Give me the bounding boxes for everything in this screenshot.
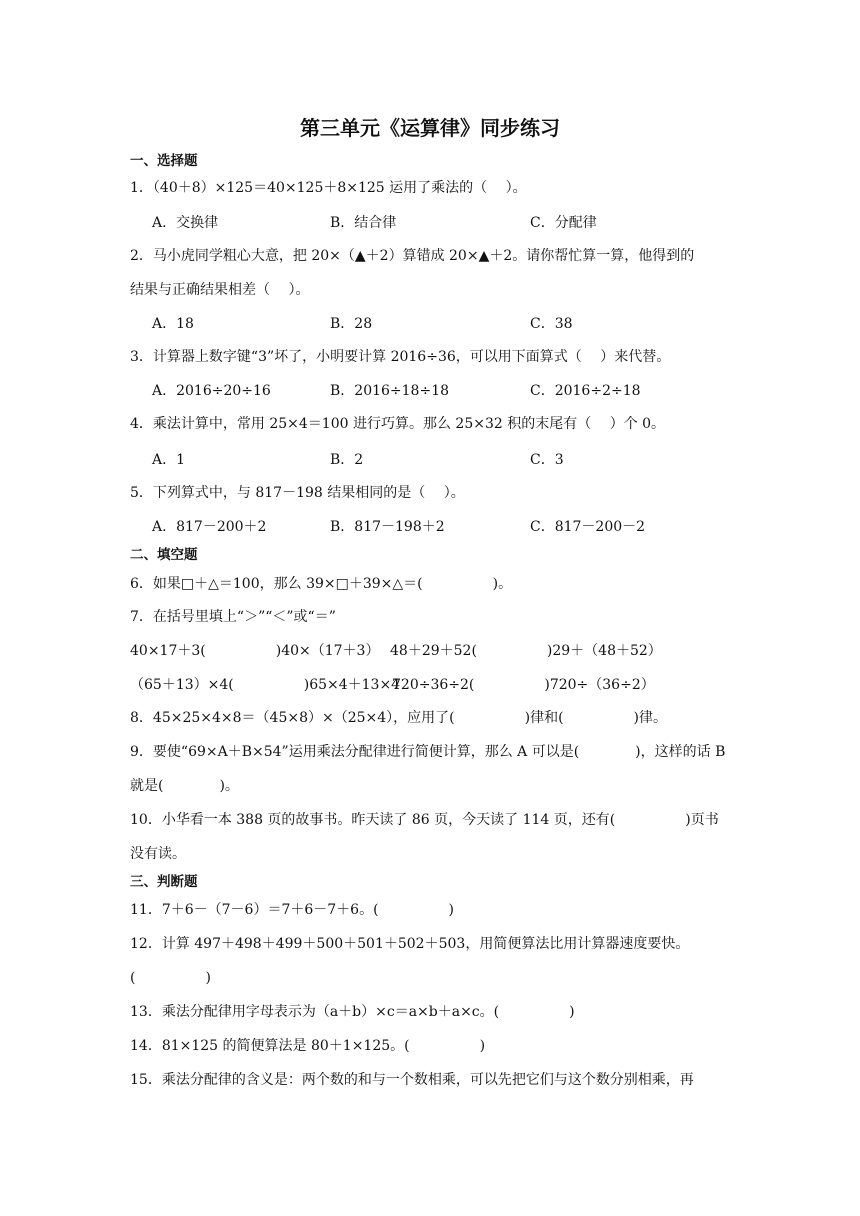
q5-option-c: C．817－200－2 [530,519,646,535]
q3-option-c: C．2016÷2÷18 [530,383,641,399]
question-4: 4．乘法计算中，常用 25×4＝100 进行巧算。那么 25×32 积的末尾有（ ）个 0。 [130,416,666,432]
q4-option-b: B．2 [330,452,364,468]
question-7: 7．在括号里填上“＞”“＜”或“＝” [130,609,336,625]
question-15-line-1: 15．乘法分配律的含义是：两个数的和与一个数相乘，可以先把它们与这个数分别相乘，再 [130,1072,694,1088]
q7-item-1: 40×17＋3( )40×（17＋3） [130,643,380,659]
q7-item-3: （65＋13）×4( )65×4＋13×4 [130,677,401,693]
q5-option-b: B．817－198＋2 [330,519,445,535]
q1-option-c: C．分配律 [530,215,597,231]
section-heading-fill: 二、填空题 [130,547,198,563]
question-10-line-1: 10．小华看一本 388 页的故事书。昨天读了 86 页，今天读了 114 页，还有( )页书 [130,812,719,828]
question-10-line-2: 没有读。 [130,846,186,862]
question-12-line-1: 12．计算 497＋498＋499＋500＋501＋502＋503，用简便算法比用计算器速度要快。 [130,936,690,952]
q7-item-4: 720÷36÷2( )720÷（36÷2） [392,677,655,693]
question-3: 3．计算器上数字键“3”坏了，小明要计算 2016÷36，可以用下面算式（ ）来代替。 [130,349,671,365]
q5-option-a: A．817－200＋2 [152,519,267,535]
question-2-line-2: 结果与正确结果相差（ ）。 [130,282,310,298]
question-11: 11．7＋6－（7－6）＝7＋6－7＋6。( ) [130,902,454,918]
question-8: 8．45×25×4×8＝（45×8）×（25×4），应用了( )律和( )律。 [130,710,668,726]
question-6: 6．如果□＋△＝100，那么 39×□＋39×△＝( )。 [130,576,513,592]
question-13: 13．乘法分配律用字母表示为（a＋b）×c＝a×b＋a×c。( ) [130,1004,575,1020]
q1-option-b: B．结合律 [330,215,397,231]
q4-option-a: A．1 [152,452,186,468]
question-2-line-1: 2．马小虎同学粗心大意，把 20×（▲＋2）算错成 20×▲＋2。请你帮忙算一算，他得到的 [130,248,695,264]
question-14: 14．81×125 的简便算法是 80＋1×125。( ) [130,1038,486,1054]
q3-option-a: A．2016÷20÷16 [152,383,271,399]
q7-item-2: 48＋29＋52( )29＋（48＋52） [390,643,662,659]
question-5: 5．下列算式中，与 817－198 结果相同的是（ ）。 [130,485,465,501]
question-9-line-1: 9．要使“69×A＋B×54”运用乘法分配律进行简便计算，那么 A 可以是( )，这样的话 B [130,744,726,760]
q3-option-b: B．2016÷18÷18 [330,383,450,399]
q2-option-c: C．38 [530,316,573,332]
question-12-line-2: ( ) [130,970,211,986]
q2-option-a: A．18 [152,316,194,332]
page-title: 第三单元《运算律》同步练习 [300,116,560,140]
section-heading-choice: 一、选择题 [130,153,198,169]
question-9-line-2: 就是( )。 [130,778,239,794]
section-heading-judge: 三、判断题 [130,874,198,890]
q4-option-c: C．3 [530,452,564,468]
q2-option-b: B．28 [330,316,373,332]
question-1: 1．（40＋8）×125＝40×125＋8×125 运用了乘法的（ ）。 [130,180,527,196]
q1-option-a: A．交换律 [152,215,219,231]
